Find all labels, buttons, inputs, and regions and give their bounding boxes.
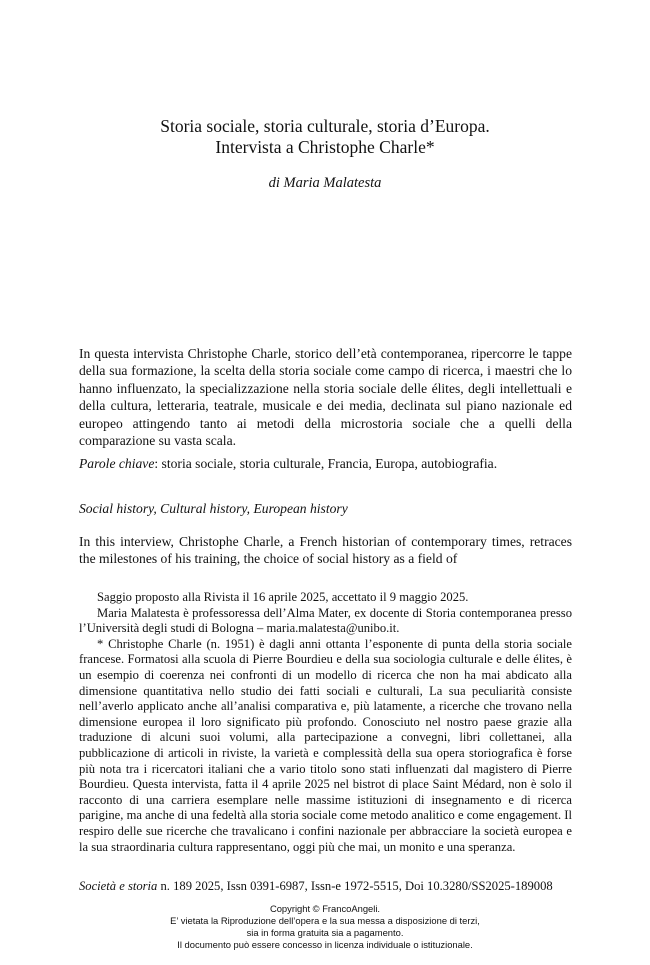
journal-name: Società e storia: [79, 879, 158, 893]
title-line-2: Intervista a Christophe Charle*: [215, 137, 435, 157]
abstract-english: In this interview, Christophe Charle, a French historian of contemporary times, retraces the milestones of his training, the choice of social history as a field of: [79, 534, 572, 567]
copyright-line-3: sia in forma gratuita sia a pagamento.: [246, 927, 404, 938]
author-note: Maria Malatesta è professoressa dell’Alma Mater, ex docente di Storia contemporanea presso l’Università degli studi di Bologna – maria.malatesta@unibo.it.: [79, 605, 572, 636]
copyright-line-2: E’ vietata la Riproduzione dell’opera e la sua messa a disposizione di terzi,: [170, 915, 480, 926]
copyright-line-1: Copyright © FrancoAngeli.: [269, 903, 381, 914]
journal-details: n. 189 2025, Issn 0391-6987, Issn-e 1972-5515, Doi 10.3280/SS2025-189008: [157, 879, 553, 893]
copyright-notice: [0, 903, 650, 951]
keywords-text: : storia sociale, storia culturale, Francia, Europa, autobiografia.: [154, 456, 498, 471]
keywords-label: Parole chiave: [79, 456, 155, 471]
title-line-1: Storia sociale, storia culturale, storia d’Europa.: [160, 116, 490, 136]
article-title: [0, 116, 650, 158]
title-footnote: * Christophe Charle (n. 1951) è dagli anni ottanta l’esponente di punta della storia sociale francese. Formatosi alla scuola di Pierre Bourdieu e della sua sociologia culturale e delle élites, è un esempio di coerenza nei confronti di un modello di ricerca che non ha mai abdicato alla dimensione quantitativa nello studio dei fatti sociali e culturali, La sua peculiarità consiste nell’averlo applicato anche all’analisi comparativa e, più latamente, a ricerche che trovano nella dimensione europea il loro significato più profondo. Conosciuto nel nostro paese grazie alla traduzione di alcuni suoi volumi, alla partecipazione a convegni, libri collettanei, alla pubblicazione di articoli in riviste, la varietà e complessità della sua opera storiografica è forse più nota tra i ricercatori italiani che a vario titolo sono stati influenzati dal magistero di Pierre Bourdieu. Questa intervista, fatta il 4 aprile 2025 nel bistrot di place Saint Médard, non è solo il racconto di una carriera esemplare nelle massime istituzioni di insegnamento e di ricerca parigine, ma anche di una fedeltà alla storia sociale come metodo analitico e come engagement. Il respiro delle sue ricerche che travalicano i confini nazionale per abbracciare la società europea e la sua straordinaria cultura rappresentano, oggi più che mai, un monito e una speranza.: [79, 636, 572, 854]
abstract-italian: In questa intervista Christophe Charle, storico dell’età contemporanea, ripercorre le tappe della sua formazione, la scelta della storia sociale come campo di ricerca, i maestri che lo hanno influenzato, la specializzazione nella storia sociale delle élites, degli intellettuali e della cultura, letteraria, teatrale, musicale e dei media, declinata sul piano nazionale ed europeo attingendo tanto ai metodi della microstoria sociale che a quelli della comparazione su vasta scala.: [79, 346, 572, 449]
submission-note: Saggio proposto alla Rivista il 16 aprile 2025, accettato il 9 maggio 2025.: [97, 590, 469, 604]
journal-citation: [79, 879, 572, 894]
keywords-italian: [79, 455, 572, 472]
keywords-english: Social history, Cultural history, European history: [79, 501, 348, 516]
copyright-line-4: Il documento può essere concesso in licenza individuale o istituzionale.: [177, 939, 473, 950]
footnotes: [79, 590, 572, 855]
author-byline: di Maria Malatesta: [268, 175, 382, 191]
